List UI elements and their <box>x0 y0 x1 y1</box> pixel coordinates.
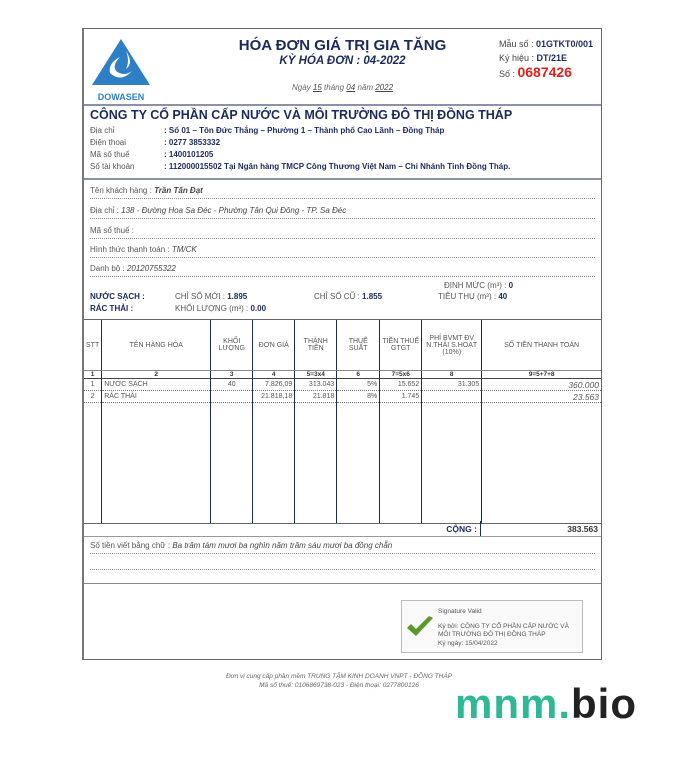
signature-date: Ký ngày: 15/04/2022 <box>438 640 498 647</box>
buyer-address: Địa chỉ : 138 - Đường Hoa Sa Đéc - Phường Tân Qui Đông - TP. Sa Đéc <box>90 206 595 219</box>
table-row: 1 NƯỚC SẠCH 40 7.826,09 313.043 5% 15.652 31.305 360.000 <box>84 379 601 391</box>
watermark: mnm.bio <box>455 680 637 727</box>
water-label: NƯỚC SẠCH : <box>90 292 145 301</box>
seller-name: CÔNG TY CỔ PHẦN CẤP NƯỚC VÀ MÔI TRƯỜNG ĐÔ THỊ ĐỒNG THÁP <box>90 108 513 122</box>
invoice-period: KỲ HÓA ĐƠN : 04-2022 <box>279 55 406 67</box>
invoice-header <box>84 29 601 106</box>
seller-tax-code: Mã số thuế : 1400101205 <box>90 150 214 159</box>
signature-status: Signature Valid <box>438 608 482 615</box>
table-header: STT TÊN HÀNG HÓA KHỐI LƯỢNG ĐƠN GIÁ THÀNH TIỀN THUẾ SUẤT TIỀN THUẾ GTGT PHÍ BVMT ĐV N.THẢI S.HOẠT (10%) SỐ TIỀN THANH TOÁN <box>84 320 601 371</box>
invoice <box>82 28 602 660</box>
items-table <box>84 319 601 524</box>
seller-info <box>84 104 601 180</box>
buyer-tax-code: Mã số thuế : <box>90 226 595 239</box>
customer-account: Danh bộ : 20120755322 <box>90 264 595 277</box>
total-label: CỘNG : <box>446 524 477 534</box>
seller-address: Địa chỉ : Số 01 – Tôn Đức Thắng – Phường 1 – Thành phố Cao Lãnh – Đồng Tháp <box>90 126 445 135</box>
footer-provider: Đơn vị cung cấp phần mềm TRUNG TÂM KINH DOANH VNPT - ĐỒNG THÁP <box>225 673 453 680</box>
invoice-date: Ngày 15 tháng 04 năm 2022 <box>291 83 394 92</box>
seller-bank-account: Số tài khoản : 112000015502 Tại Ngân hàng TMCP Công Thương Việt Nam – Chi Nhánh Tỉnh Đồng Tháp. <box>90 162 511 171</box>
invoice-title: HÓA ĐƠN GIÁ TRỊ GIA TĂNG <box>238 37 447 54</box>
waste-mass: KHỐI LƯỢNG (m³) : 0.00 <box>175 304 267 313</box>
total-row <box>84 522 601 537</box>
signature-box <box>401 600 583 653</box>
invoice-meta: Mẫu số : 01GTKT0/001 Ký hiệu : DT/21E Số : 0687426 <box>498 39 593 80</box>
checkmark-icon <box>405 615 435 639</box>
quota: ĐỊNH MỨC (m³) : 0 <box>444 281 514 290</box>
payment-method: Hình thức thanh toán : TM/CK <box>90 245 595 258</box>
buyer-info <box>84 178 601 319</box>
buyer-name: Tên khách hàng : Trần Tấn Đạt <box>90 186 595 199</box>
logo-text: DOWASEN <box>97 92 145 102</box>
table-row: 2 RÁC THẢI 21.818,18 21.818 8% 1.745 23.563 <box>84 391 601 403</box>
usage: TIÊU THỤ (m³) : 40 <box>438 292 508 301</box>
total-amount: 383.563 <box>567 524 598 534</box>
footer-contact: Mã số thuế: 0106869738-023 - Điện thoại: 0277800126 <box>259 682 419 689</box>
old-reading: CHỈ SỐ CŨ : 1.855 <box>314 292 383 301</box>
waste-label: RÁC THẢI : <box>90 304 134 313</box>
new-reading: CHỈ SỐ MỚI : 1.895 <box>175 292 248 301</box>
invoice-number: 0687426 <box>517 64 572 80</box>
signature-signer: Ký bởi: CÔNG TY CỔ PHẦN CẤP NƯỚC VÀ MÔI TRƯỜNG ĐÔ THỊ ĐỒNG THÁP <box>438 623 569 638</box>
seller-phone: Điện thoại : 0277 3853332 <box>90 138 221 147</box>
column-numbers: 1 2 3 4 5=3x4 6 7=5x6 8 9=5+7+8 <box>84 371 601 379</box>
amount-in-words: Số tiền viết bằng chữ : Ba trăm tám mươi ba nghìn năm trăm sáu mươi ba đồng chẵn <box>84 537 601 584</box>
